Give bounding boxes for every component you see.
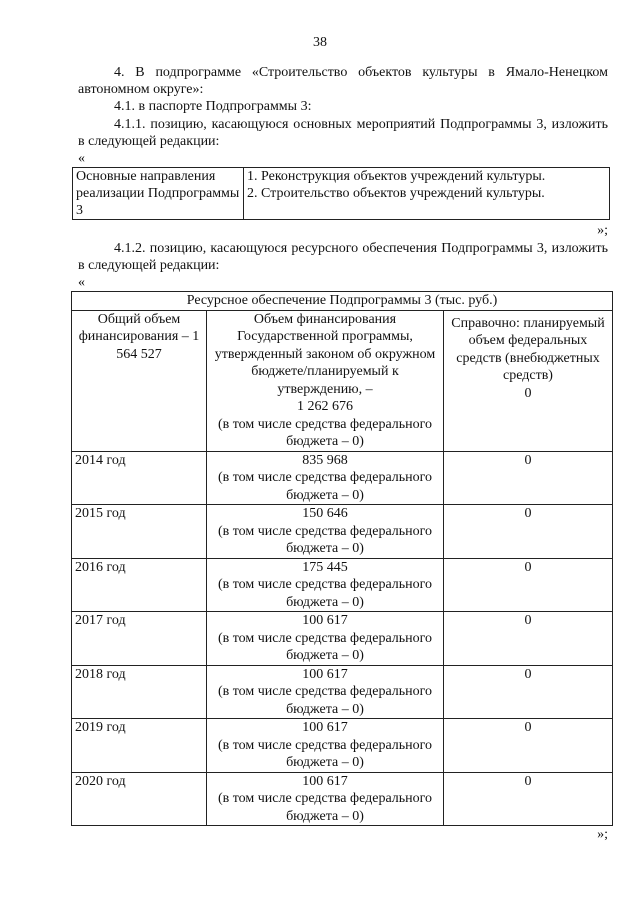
table-row (72, 665, 613, 719)
table-row (72, 719, 613, 773)
amount-cell (207, 505, 444, 559)
amount-value: 100 617 (302, 613, 348, 628)
paragraph-4-1-text: 4.1. в паспорте Подпрограммы 3: (114, 99, 312, 114)
paragraph-4-1-1 (78, 116, 608, 150)
program-funding-cell (207, 310, 444, 451)
table-row (73, 168, 610, 220)
reference-value-cell: 0 (444, 719, 613, 773)
reference-head: Справочно: планируемый объем федеральных средств (внебюджетных средств) (451, 315, 605, 383)
program-funding-head: Объем финансирования Государственной программы, утвержденный законом об окружном бюджете/планируемый к утверждению, – (214, 311, 436, 397)
table-row (72, 505, 613, 559)
reference-value-cell: 0 (444, 665, 613, 719)
table-row (72, 451, 613, 505)
amount-cell (207, 451, 444, 505)
amount-note: (в том числе средства федерального бюджета – 0) (217, 470, 433, 503)
paragraph-4 (78, 64, 608, 98)
amount-cell (207, 612, 444, 666)
amount-cell (207, 558, 444, 612)
program-funding-note: (в том числе средства федерального бюджета – 0) (217, 416, 433, 449)
paragraph-4-1-2-text: 4.1.2. позицию, касающуюся ресурсного обеспечения Подпрограммы 3, изложить в следующей редакции: (78, 241, 608, 273)
table-row (72, 612, 613, 666)
reference-value-cell: 0 (444, 772, 613, 826)
reference-cell (444, 310, 613, 451)
year-cell: 2020 год (72, 772, 207, 826)
list-item: 2. Строительство объектов учреждений культуры. (247, 186, 545, 201)
total-funding-cell: Общий объем финансирования – 1 564 527 (72, 310, 207, 451)
reference-value-cell: 0 (444, 451, 613, 505)
reference-value-cell: 0 (444, 612, 613, 666)
year-cell: 2016 год (72, 558, 207, 612)
activities-label: Основные направления реализации Подпрограммы 3 (73, 168, 244, 220)
amount-value: 100 617 (302, 773, 348, 789)
reference-value-cell: 0 (444, 558, 613, 612)
amount-note: (в том числе средства федерального бюджета – 0) (217, 577, 433, 610)
amount-note: (в том числе средства федерального бюджета – 0) (217, 523, 433, 556)
paragraph-4-1-2 (78, 240, 608, 274)
year-cell: 2018 год (72, 665, 207, 719)
paragraph-4-1 (78, 98, 608, 115)
amount-cell (207, 719, 444, 773)
resource-table-title: Ресурсное обеспечение Подпрограммы 3 (тыс. руб.) (72, 292, 613, 311)
amount-note: (в том числе средства федерального бюджета – 0) (217, 684, 433, 717)
program-funding-value: 1 262 676 (297, 399, 353, 414)
amount-cell (207, 665, 444, 719)
reference-value: 0 (524, 385, 532, 401)
main-activities-table (72, 167, 610, 220)
year-cell: 2017 год (72, 612, 207, 666)
list-item: 1. Реконструкция объектов учреждений культуры. (247, 169, 546, 184)
close-quote-1: »; (597, 223, 608, 238)
year-cell: 2019 год (72, 719, 207, 773)
table-row (72, 772, 613, 826)
amount-value: 835 968 (302, 452, 348, 468)
resource-table (71, 291, 613, 826)
paragraph-4-1-1-text: 4.1.1. позицию, касающуюся основных мероприятий Подпрограммы 3, изложить в следующей редакции: (78, 117, 608, 149)
paragraph-4-text: 4. В подпрограмме «Строительство объектов культуры в Ямало-Ненецком автономном округе»: (78, 65, 608, 97)
amount-note: (в том числе средства федерального бюджета – 0) (217, 791, 433, 824)
table-row (72, 310, 613, 451)
open-quote-1: « (78, 151, 85, 166)
year-cell: 2015 год (72, 505, 207, 559)
amount-value: 100 617 (302, 720, 348, 735)
activities-list (244, 168, 610, 220)
amount-value: 150 646 (302, 506, 348, 521)
amount-value: 175 445 (302, 559, 348, 575)
open-quote-2: « (78, 275, 85, 290)
amount-note: (в том числе средства федерального бюджета – 0) (217, 630, 433, 663)
amount-value: 100 617 (302, 666, 348, 682)
table-row (72, 292, 613, 311)
table-row (72, 558, 613, 612)
year-cell: 2014 год (72, 451, 207, 505)
close-quote-2: »; (597, 827, 608, 842)
amount-cell (207, 772, 444, 826)
page-number: 38 (313, 35, 327, 50)
amount-note: (в том числе средства федерального бюджета – 0) (217, 737, 433, 770)
reference-value-cell: 0 (444, 505, 613, 559)
